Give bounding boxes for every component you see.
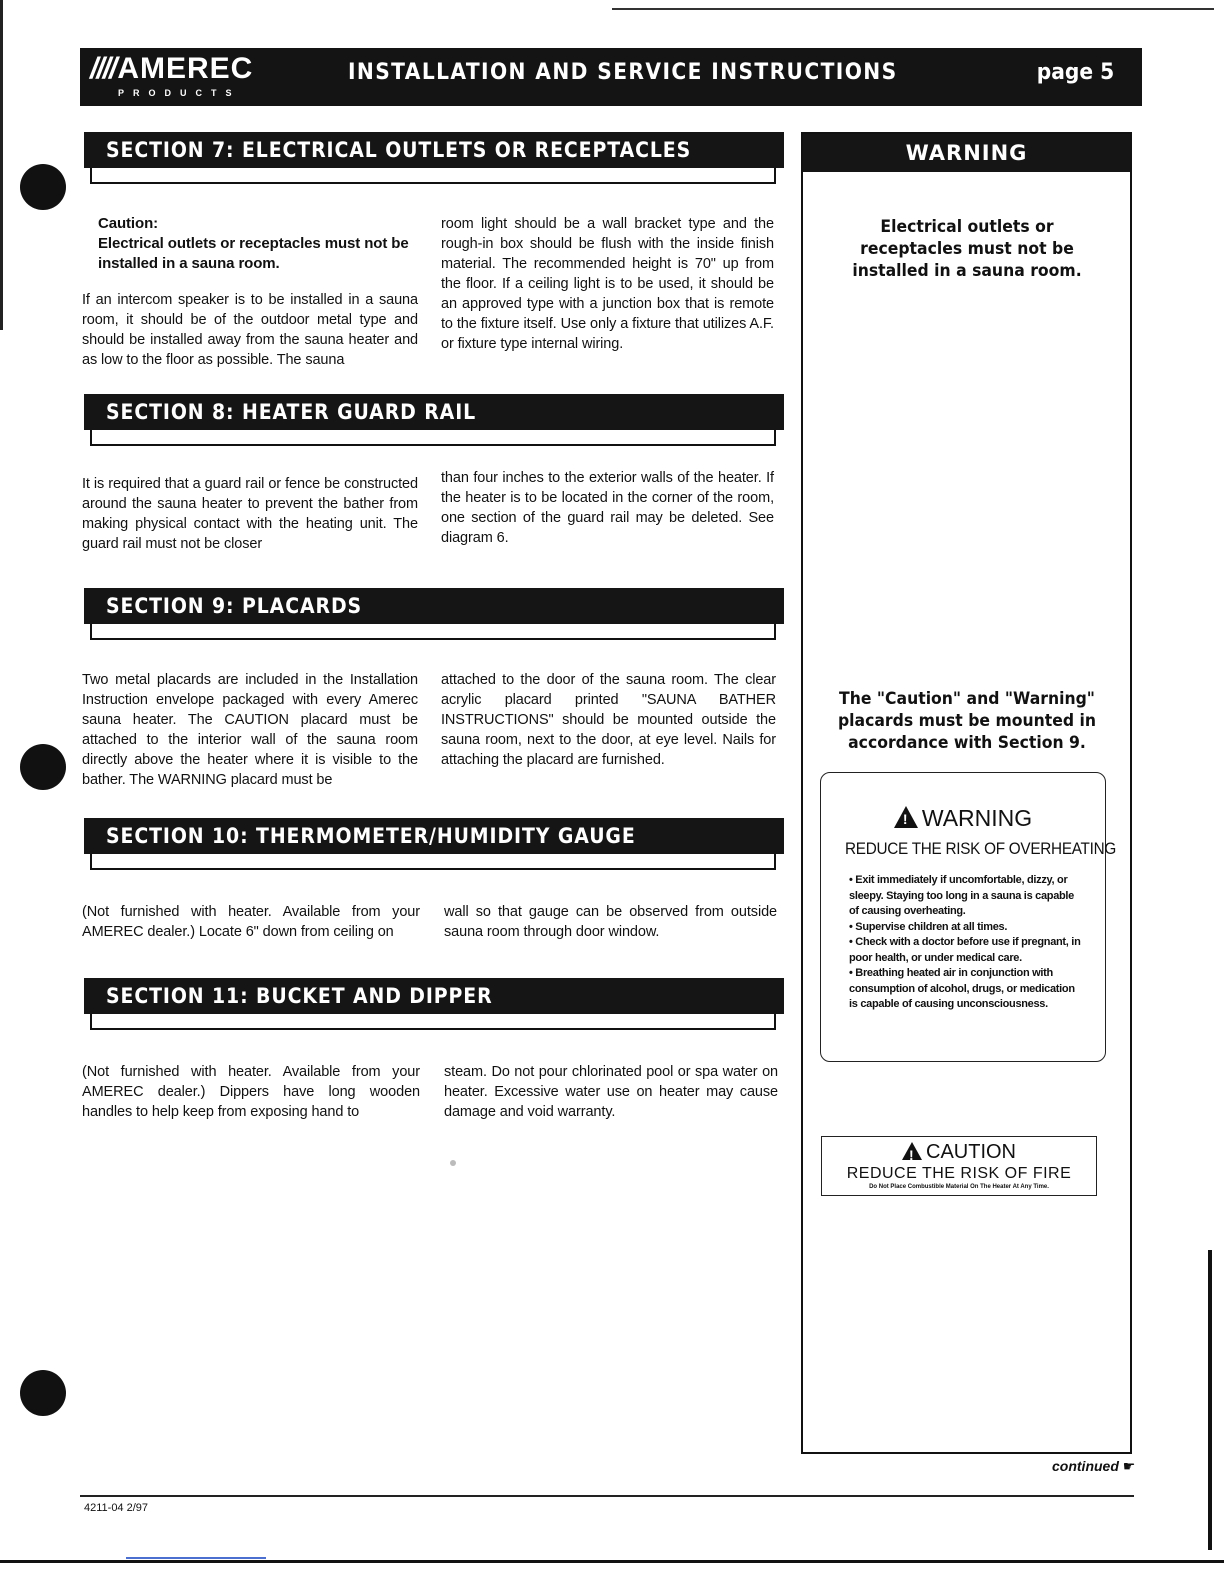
section-10-col1: (Not furnished with heater. Available from your AMEREC dealer.) Locate 6" down from ceiling on xyxy=(82,904,420,940)
section-7-underline xyxy=(90,168,776,184)
scan-link-line xyxy=(126,1557,266,1559)
section-8-col2: than four inches to the exterior walls of the heater. If the heater is to be located in the corner of the room, one section of the guard rail may be deleted. See diagram 6. xyxy=(441,470,774,546)
warning-triangle-icon xyxy=(902,1142,922,1160)
logo-stripes: //// xyxy=(90,52,116,85)
warning-triangle-icon xyxy=(894,806,918,828)
section-9-col2: attached to the door of the sauna room. The clear acrylic placard printed "SAUNA BATHER INSTRUCTIONS" should be mounted outside the sauna room, next to the door, at eye level. Nails for attaching the placard are furnished. xyxy=(441,672,776,768)
list-item: • Check with a doctor before use if pregnant, in poor health, or under medical care. xyxy=(849,936,1081,964)
caution-placard-heading xyxy=(822,1141,1096,1164)
placard-mount-note: The "Caution" and "Warning" placards must be mounted in accordance with Section 9. xyxy=(837,689,1097,753)
section-11-col1: (Not furnished with heater. Available from your AMEREC dealer.) Dippers have long wooden handles to help keep from exposing hand to xyxy=(82,1064,420,1120)
section-11-col2: steam. Do not pour chlorinated pool or spa water on heater. Excessive water use on heater may cause damage and void warranty. xyxy=(444,1064,778,1120)
scan-speck xyxy=(450,1160,456,1166)
document-code: 4211-04 2/97 xyxy=(84,1502,149,1514)
section-10-heading xyxy=(84,818,784,854)
section-11-underline xyxy=(90,1014,776,1030)
warning-sidebar-title: WARNING xyxy=(803,134,1130,172)
left-edge-shadow xyxy=(0,0,3,330)
warning-placard-list xyxy=(849,873,1085,1013)
caution-text: Electrical outlets or receptacles must not be installed in a sauna room. xyxy=(98,235,409,272)
section-7-col2: room light should be a wall bracket type and the rough-in box should be flush with the inside finish material. The recommended height is 70" up from the floor. If a ceiling light is to be used, it should be an approved type with a junction box that is remote to the fixture itself. Use only a fixture that utilizes A.F. or fixture type internal wiring. xyxy=(441,216,774,352)
section-8-heading xyxy=(84,394,784,430)
section-9-title: SECTION 9: PLACARDS xyxy=(106,594,363,618)
section-10-underline xyxy=(90,854,776,870)
header-title: INSTALLATION AND SERVICE INSTRUCTIONS xyxy=(348,60,898,85)
section-10-title: SECTION 10: THERMOMETER/HUMIDITY GAUGE xyxy=(106,824,636,848)
warning-placard xyxy=(820,772,1117,1062)
caution-placard-fine-print: Do Not Place Combustible Material On The Heater At Any Time. xyxy=(869,1184,1049,1190)
section-8-title: SECTION 8: HEATER GUARD RAIL xyxy=(106,400,477,424)
amerec-logo xyxy=(90,52,253,86)
warning-placard-heading xyxy=(821,805,1105,832)
caution-placard xyxy=(821,1136,1097,1196)
caution-label: Caution: xyxy=(98,215,159,232)
logo-text: AMEREC xyxy=(117,52,254,85)
warning-placard-subtitle: REDUCE THE RISK OF OVERHEATING xyxy=(845,839,1117,858)
caution-placard-subtitle: REDUCE THE RISK OF FIRE xyxy=(846,1165,1072,1182)
section-7-heading xyxy=(84,132,784,168)
section-9-col1: Two metal placards are included in the Installation Instruction envelope packaged with every Amerec sauna heater. The CAUTION placard must be attached to the interior wall of the sauna room directly above the heater where it is visible to the bather. The WARNING placard must be xyxy=(82,672,418,788)
top-rule xyxy=(612,8,1214,10)
list-item: • Breathing heated air in conjunction with consumption of alcohol, drugs, or medication is capable of causing unconsciousness. xyxy=(849,967,1075,1010)
warning-sidebar-text: Electrical outlets or receptacles must not be installed in a sauna room. xyxy=(852,217,1082,281)
section-9-heading xyxy=(84,588,784,624)
section-8-col1: It is required that a guard rail or fence be constructed around the sauna heater to prevent the bather from making physical contact with the heating unit. The guard rail must not be closer xyxy=(82,476,418,552)
continued-label: continued ☛ xyxy=(1052,1458,1136,1474)
section-11-title: SECTION 11: BUCKET AND DIPPER xyxy=(106,984,493,1008)
section-9-underline xyxy=(90,624,776,640)
binder-hole xyxy=(20,1370,66,1416)
page-header xyxy=(80,48,1142,106)
section-7-title: SECTION 7: ELECTRICAL OUTLETS OR RECEPTACLES xyxy=(106,138,692,162)
section-8-underline xyxy=(90,430,776,446)
section-7-col1: If an intercom speaker is to be installed in a sauna room, it should be of the outdoor metal type and should be installed away from the sauna heater and as low to the floor as possible. The sauna xyxy=(82,292,418,368)
logo-subtitle: PRODUCTS xyxy=(118,88,241,98)
list-item: • Supervise children at all times. xyxy=(849,920,1008,933)
section-11-heading xyxy=(84,978,784,1014)
footer-rule xyxy=(80,1495,1134,1497)
caution-placard-title: CAUTION xyxy=(926,1141,1016,1163)
section-10-col2: wall so that gauge can be observed from outside sauna room through door window. xyxy=(444,904,777,940)
section-7-caution xyxy=(98,214,418,274)
list-item: • Exit immediately if uncomfortable, dizzy, or sleepy. Staying too long in a sauna is capable of causing overheating. xyxy=(849,874,1075,917)
page-number: page 5 xyxy=(1036,60,1114,85)
bottom-edge-shadow xyxy=(0,1560,1224,1563)
binder-hole xyxy=(20,164,66,210)
binder-hole xyxy=(20,744,66,790)
right-edge-shadow xyxy=(1208,1250,1212,1550)
warning-placard-title: WARNING xyxy=(921,805,1033,831)
